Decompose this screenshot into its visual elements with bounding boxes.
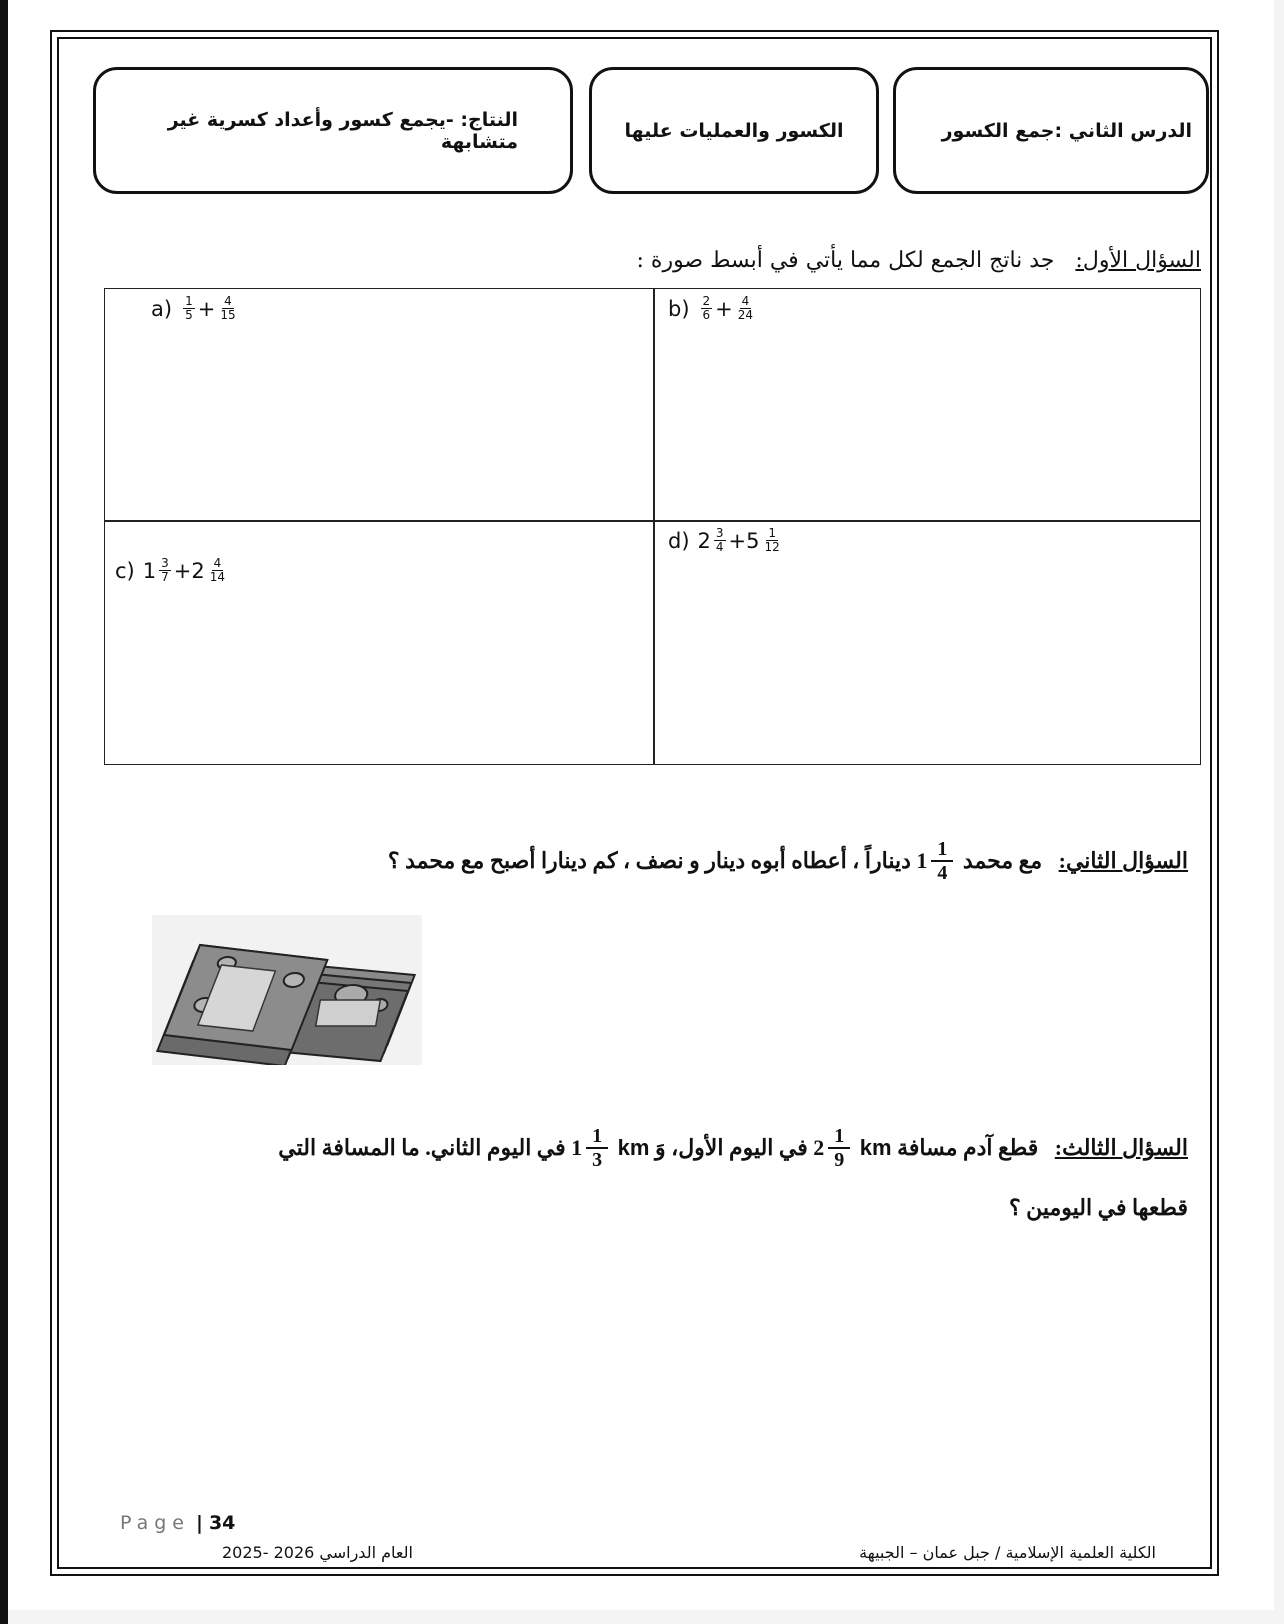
question-3-text-end: في اليوم الثاني. ما المسافة التي <box>278 1135 566 1160</box>
question-2-text-end: ديناراً ، أعطاه أبوه دينار و نصف ، كم دينارا أصبح مع محمد ؟ <box>387 848 911 873</box>
answer-grid <box>104 288 1201 765</box>
fraction: $\frac{4}{14}$ <box>209 556 226 584</box>
fraction: $\frac{4}{24}$ <box>737 294 754 322</box>
learning-outcome: النتاج: -يجمع كسور وأعداد كسرية غير متشابهة <box>167 108 518 153</box>
question-3-text-middle: في اليوم الأول، وَ <box>654 1135 808 1160</box>
lesson-title-box <box>893 67 1209 194</box>
academic-year: العام الدراسي 2026 -2025 <box>222 1543 413 1562</box>
question-3-text-line2: قطعها في اليومين ؟ <box>1008 1195 1188 1220</box>
grid-divider-horizontal <box>105 520 1200 522</box>
money-stack-illustration <box>152 915 422 1065</box>
unit-title: الكسور والعمليات عليها <box>624 119 844 142</box>
exercise-letter: d) <box>668 528 690 553</box>
whole-number: 2 <box>697 528 711 553</box>
mixed-number: 1 $\frac{1}{3}$ <box>571 1118 612 1178</box>
exercise-a <box>151 295 241 322</box>
left-edge-strip <box>0 0 8 1624</box>
exercise-d <box>668 527 785 554</box>
fraction: $\frac{1}{5}$ <box>185 294 193 322</box>
question-3 <box>188 1118 1188 1238</box>
whole-number: 5 <box>746 528 760 553</box>
exercise-b <box>668 295 758 322</box>
question-3-text-start: قطع آدم مسافة <box>897 1135 1039 1160</box>
exercise-c <box>115 557 230 584</box>
fraction: $\frac{4}{15}$ <box>220 294 236 322</box>
question-2-text-start: مع محمد <box>962 848 1043 873</box>
exercise-letter: c) <box>115 558 135 583</box>
unit-km: km <box>617 1135 650 1160</box>
exercise-letter: b) <box>668 296 690 321</box>
plus-sign: + <box>715 296 733 321</box>
exercise-letter: a) <box>151 296 173 321</box>
grid-divider-vertical <box>653 289 655 764</box>
whole-number: 2 <box>191 558 205 583</box>
plus-sign: + <box>173 558 192 583</box>
question-3-label: السؤال الثالث: <box>1054 1135 1188 1160</box>
question-1-prompt <box>101 248 1201 273</box>
fraction: $\frac{3}{4}$ <box>715 526 724 554</box>
page-word: Page <box>120 1512 190 1534</box>
unit-title-box <box>589 67 879 194</box>
page-number-block: Page | 34 <box>120 1512 236 1534</box>
fraction: $\frac{2}{6}$ <box>702 294 711 322</box>
question-2 <box>188 838 1188 884</box>
question-1-label: السؤال الأول: <box>1075 248 1201 273</box>
fraction: $\frac{3}{7}$ <box>161 556 169 584</box>
whole-number: 1 <box>142 558 157 583</box>
plus-sign: + <box>197 296 216 321</box>
lesson-title: الدرس الثاني :جمع الكسور <box>941 119 1192 142</box>
fraction: $\frac{1}{12}$ <box>764 526 780 554</box>
learning-outcome-box <box>93 67 573 194</box>
plus-sign: + <box>728 528 747 553</box>
question-2-label: السؤال الثاني: <box>1058 848 1188 873</box>
question-1-text: جد ناتج الجمع لكل مما يأتي في أبسط صورة : <box>636 248 1055 273</box>
unit-km: km <box>859 1135 892 1160</box>
mixed-number: 2 $\frac{1}{9}$ <box>813 1118 854 1178</box>
page-number: 34 <box>208 1512 236 1534</box>
school-name: الكلية العلمية الإسلامية / جبل عمان – الجبيهة <box>859 1543 1156 1562</box>
mixed-number: 1 $\frac{1}{4}$ <box>916 838 957 884</box>
